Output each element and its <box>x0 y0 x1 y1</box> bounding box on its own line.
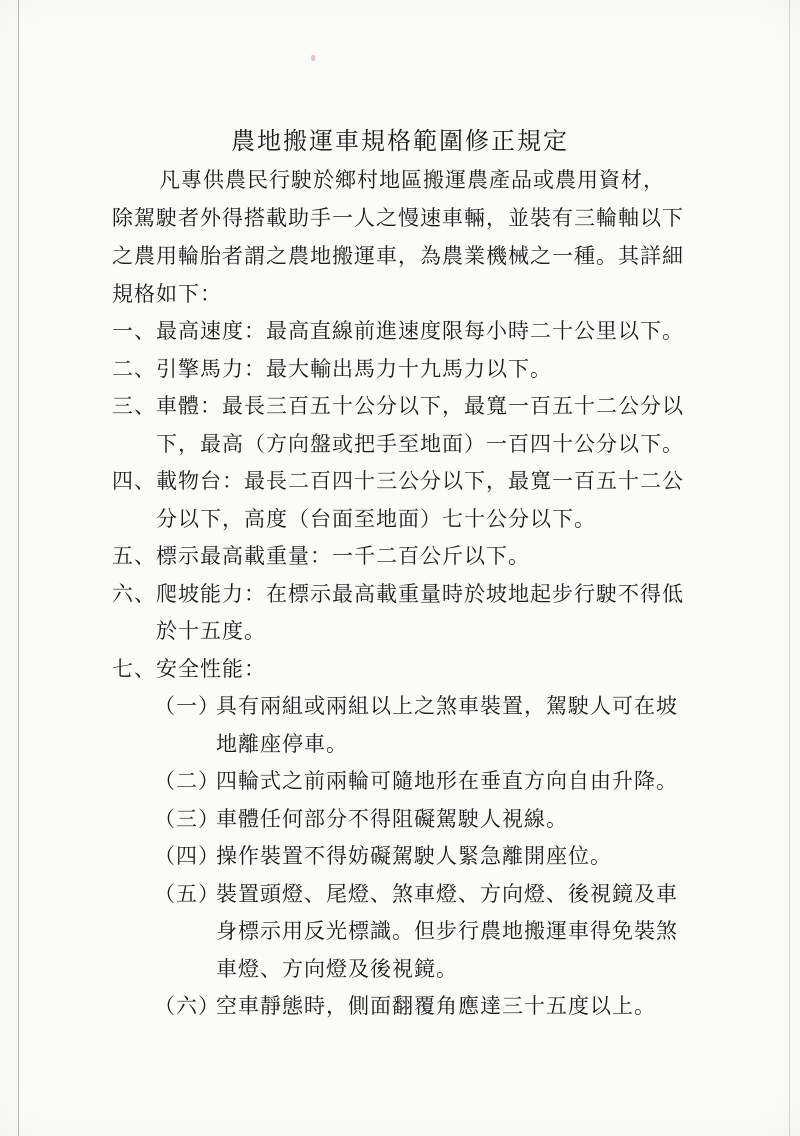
sub-item-text: 具有兩組或兩組以上之煞車裝置，駕駛人可在坡地離座停車。 <box>216 694 678 756</box>
sub-item-number: （一） <box>154 694 220 718</box>
sub-item-text: 車體任何部分不得阻礙駕駛人視線。 <box>216 806 568 831</box>
safety-item-controls <box>154 838 692 876</box>
safety-item-visibility <box>154 801 692 839</box>
spec-item-cargo-bed <box>112 463 692 538</box>
spec-item-body-size <box>112 388 692 463</box>
spec-item-engine-power <box>112 351 692 389</box>
item-number: 四、 <box>112 469 156 493</box>
sub-item-number: （六） <box>154 994 220 1018</box>
item-text: 標示最高載重量：一千二百公斤以下。 <box>156 544 530 568</box>
safety-item-rollover <box>154 988 692 1026</box>
item-number: 三、 <box>112 394 156 418</box>
spec-item-safety <box>112 651 692 689</box>
sub-item-number: （四） <box>154 844 220 868</box>
safety-item-brakes <box>154 688 692 763</box>
safety-item-lights <box>154 876 692 989</box>
spec-item-max-load <box>112 538 692 576</box>
safety-sub-list <box>154 688 692 1026</box>
item-number: 二、 <box>112 356 156 381</box>
item-text: 引擎馬力：最大輸出馬力十九馬力以下。 <box>156 356 552 381</box>
item-text: 最高速度：最高直線前進速度限每小時二十公里以下。 <box>156 319 684 343</box>
scan-edge-right <box>789 0 790 1136</box>
spec-item-climbing <box>112 576 692 651</box>
item-text: 安全性能： <box>156 656 266 681</box>
item-text: 爬坡能力：在標示最高載重量時於坡地起步行駛不得低於十五度。 <box>156 581 684 643</box>
sub-item-number: （二） <box>154 769 220 793</box>
sub-item-number: （五） <box>154 881 220 906</box>
intro-paragraph: 凡專供農民行駛於鄉村地區搬運農產品或農用資材，除駕駛者外得搭載助手一人之慢速車輛，並裝有三輪軸以下之農用輪胎者謂之農地搬運車，為農業機械之一種。其詳細規格如下： <box>112 168 684 306</box>
sub-item-number: （三） <box>154 806 220 831</box>
sub-item-text: 四輪式之前兩輪可隨地形在垂直方向自由升降。 <box>216 769 678 793</box>
document-title: 農地搬運車規格範圍修正規定 <box>231 127 569 155</box>
item-number: 五、 <box>112 544 156 568</box>
item-text: 車體：最長三百五十公分以下，最寬一百五十二公分以下，最高（方向盤或把手至地面）一百四十公分以下。 <box>156 394 684 456</box>
item-text: 載物台：最長二百四十三公分以下，最寬一百五十二公分以下，高度（台面至地面）七十公分以下。 <box>156 469 684 531</box>
safety-item-front-wheels <box>154 763 692 801</box>
item-number: 七、 <box>112 656 156 681</box>
sub-item-text: 空車靜態時，側面翻覆角應達三十五度以上。 <box>216 994 656 1018</box>
spec-list <box>112 313 692 1026</box>
item-number: 一、 <box>112 319 156 343</box>
item-number: 六、 <box>112 581 156 606</box>
sub-item-text: 操作裝置不得妨礙駕駛人緊急離開座位。 <box>216 844 612 868</box>
scan-edge-left <box>18 0 19 1136</box>
scan-speck <box>311 55 315 61</box>
sub-item-text: 裝置頭燈、尾燈、煞車燈、方向燈、後視鏡及車身標示用反光標識。但步行農地搬運車得免裝煞車燈、方向燈及後視鏡。 <box>216 881 678 981</box>
spec-item-max-speed <box>112 313 692 351</box>
